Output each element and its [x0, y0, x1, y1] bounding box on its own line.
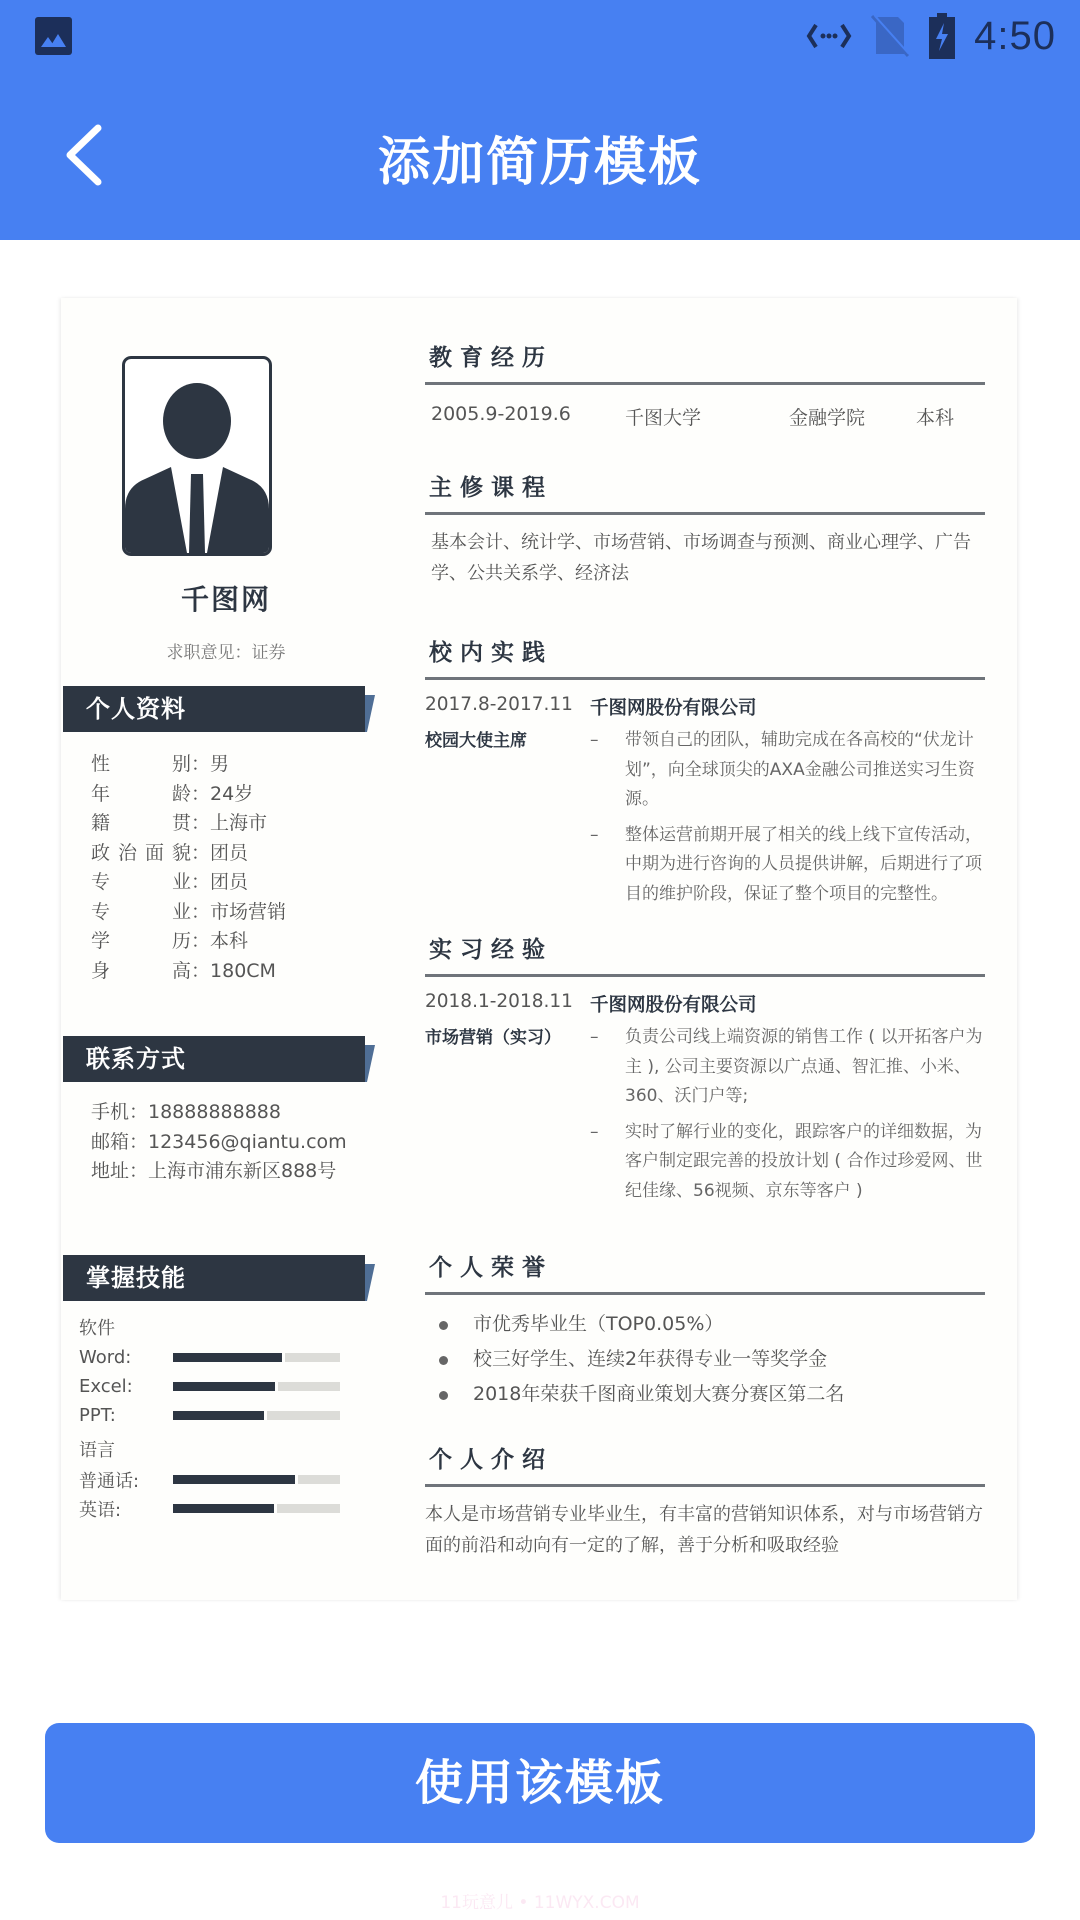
section-heading: 校内实践: [429, 640, 553, 666]
section-heading: 个人荣誉: [429, 1255, 553, 1281]
honor-item: 2018年荣获千图商业策划大赛分赛区第二名: [439, 1377, 985, 1412]
divider: [425, 382, 985, 385]
education-row: 2005.9-2019.6 千图大学 金融学院 本科: [431, 403, 955, 429]
battery-charging-icon: [928, 13, 956, 59]
info-row: 专业 ： 市场营销: [91, 900, 287, 923]
info-row: 学历 ： 本科: [91, 930, 249, 952]
app-bar: [0, 72, 1080, 240]
section-heading: 个人介绍: [429, 1447, 553, 1473]
skill-row: 英语:: [79, 1494, 379, 1523]
skill-category-language: 语言: [79, 1440, 115, 1461]
status-bar: [0, 0, 1080, 72]
divider: [425, 512, 985, 515]
data-transfer-icon: [806, 21, 852, 51]
section-banner-contact: 联系方式: [63, 1036, 365, 1082]
section-intro: [425, 1440, 985, 1561]
section-internship: 实习经验 2018.1-2018.11 千图网股份有限公司 市场营销（实习） – 负责公司线上端资源的销售工作 ( 以开拓客户为主 ), 公司主要资源以广点通、智汇推、小米、360、沃门户等; – 实时了解行业的变化，跟踪客户的详细数据，为客户制定跟完善的投放计划 ( 合作过珍爱网、世纪佳缘、56视频、京东等客户 ): [425, 930, 985, 1212]
skills-list: [79, 1314, 379, 1523]
no-sim-icon: [870, 14, 910, 58]
skill-row: PPT:: [79, 1401, 379, 1430]
courses-text: 基本会计、统计学、市场营销、市场调查与预测、商业心理学、广告学、公共关系学、经济法: [431, 532, 971, 584]
bullet-item: – 整体运营前期开展了相关的线上线下宣传活动，中期为进行咨询的人员提供讲解，后期进行了项目的维护阶段，保证了整个项目的完整性。: [590, 824, 982, 904]
bullet-item: – 实时了解行业的变化，跟踪客户的详细数据，为客户制定跟完善的投放计划 ( 合作过珍爱网、世纪佳缘、56视频、京东等客户 ): [590, 1121, 983, 1201]
personal-info-list: [91, 750, 286, 986]
honor-item: 市优秀毕业生（TOP0.05%）: [439, 1307, 985, 1342]
section-heading: 主修课程: [429, 475, 553, 501]
contact-list: [91, 1098, 347, 1187]
info-row: 年龄 ： 24岁: [91, 782, 254, 805]
candidate-name: 千图网: [180, 583, 271, 616]
info-row: 政治面貌 ： 团员: [91, 841, 249, 864]
bullet-item: – 负责公司线上端资源的销售工作 ( 以开拓客户为主 ), 公司主要资源以广点通、智汇推、小米、360、沃门户等;: [590, 1027, 983, 1106]
info-row: 身高 ： 180CM: [91, 959, 276, 982]
section-heading: 教育经历: [429, 345, 553, 371]
skill-bar: [173, 1353, 340, 1362]
page-title: 添加简历模板: [377, 133, 702, 193]
section-banner-skills: 掌握技能: [63, 1255, 365, 1301]
role: 市场营销（实习）: [425, 1028, 561, 1048]
section-education: [425, 338, 985, 430]
info-row: 专业 ： 团员: [91, 871, 249, 893]
contact-phone: 手机：18888888888: [91, 1101, 281, 1123]
intro-text: 本人是市场营销专业毕业生，有丰富的营销知识体系，对与市场营销方面的前沿和动向有一定的了解，善于分析和吸取经验: [425, 1504, 983, 1556]
skill-row: Excel:: [79, 1372, 379, 1401]
person-silhouette-icon: [125, 359, 269, 553]
skill-bar: [173, 1475, 340, 1484]
divider: [425, 974, 985, 977]
skill-bar: [173, 1411, 340, 1420]
clock: 4:50: [974, 13, 1056, 58]
contact-address: 地址：上海市浦东新区888号: [91, 1160, 337, 1182]
info-row: 籍贯 ： 上海市: [91, 812, 268, 834]
use-template-button[interactable]: 使用该模板: [45, 1723, 1035, 1843]
info-row: 性别 ： 男: [91, 753, 230, 775]
job-intent: 求职意见：证券: [166, 643, 286, 663]
section-heading: 实习经验: [429, 937, 553, 963]
skill-row: Word:: [79, 1343, 379, 1372]
skill-bar: [173, 1382, 340, 1391]
watermark: 11玩意儿 • 11WYX.COM: [440, 1893, 640, 1913]
divider: [425, 1484, 985, 1487]
section-campus: 校内实践 2017.8-2017.11 千图网股份有限公司 校园大使主席 – 带领自己的团队，辅助完成在各高校的“伏龙计划”，向全球顶尖的AXA金融公司推送实习生资源。 – 整体运营前期开展了相关的线上线下宣传活动，中期为进行咨询的人员提供讲解，后期进行了项目的维护阶段，保证了整个项目的完整性。: [425, 633, 985, 915]
bullet-item: – 带领自己的团队，辅助完成在各高校的“伏龙计划”，向全球顶尖的AXA金融公司推送实习生资源。: [590, 730, 975, 809]
image-notification-icon: [35, 17, 72, 55]
divider: [425, 677, 985, 680]
divider: [425, 1292, 985, 1295]
section-honors: [425, 1248, 985, 1412]
section-courses: [425, 468, 985, 589]
role: 校园大使主席: [425, 731, 527, 751]
resume-template-preview: [61, 298, 1017, 1600]
section-banner-personal: 个人资料: [63, 686, 365, 732]
avatar-photo: [122, 356, 272, 556]
honor-item: 校三好学生、连续2年获得专业一等奖学金: [439, 1342, 985, 1377]
skill-row: 普通话:: [79, 1465, 379, 1494]
skill-category-software: 软件: [79, 1318, 115, 1339]
contact-email: 邮箱：123456@qiantu.com: [91, 1130, 347, 1153]
skill-bar: [173, 1504, 340, 1513]
